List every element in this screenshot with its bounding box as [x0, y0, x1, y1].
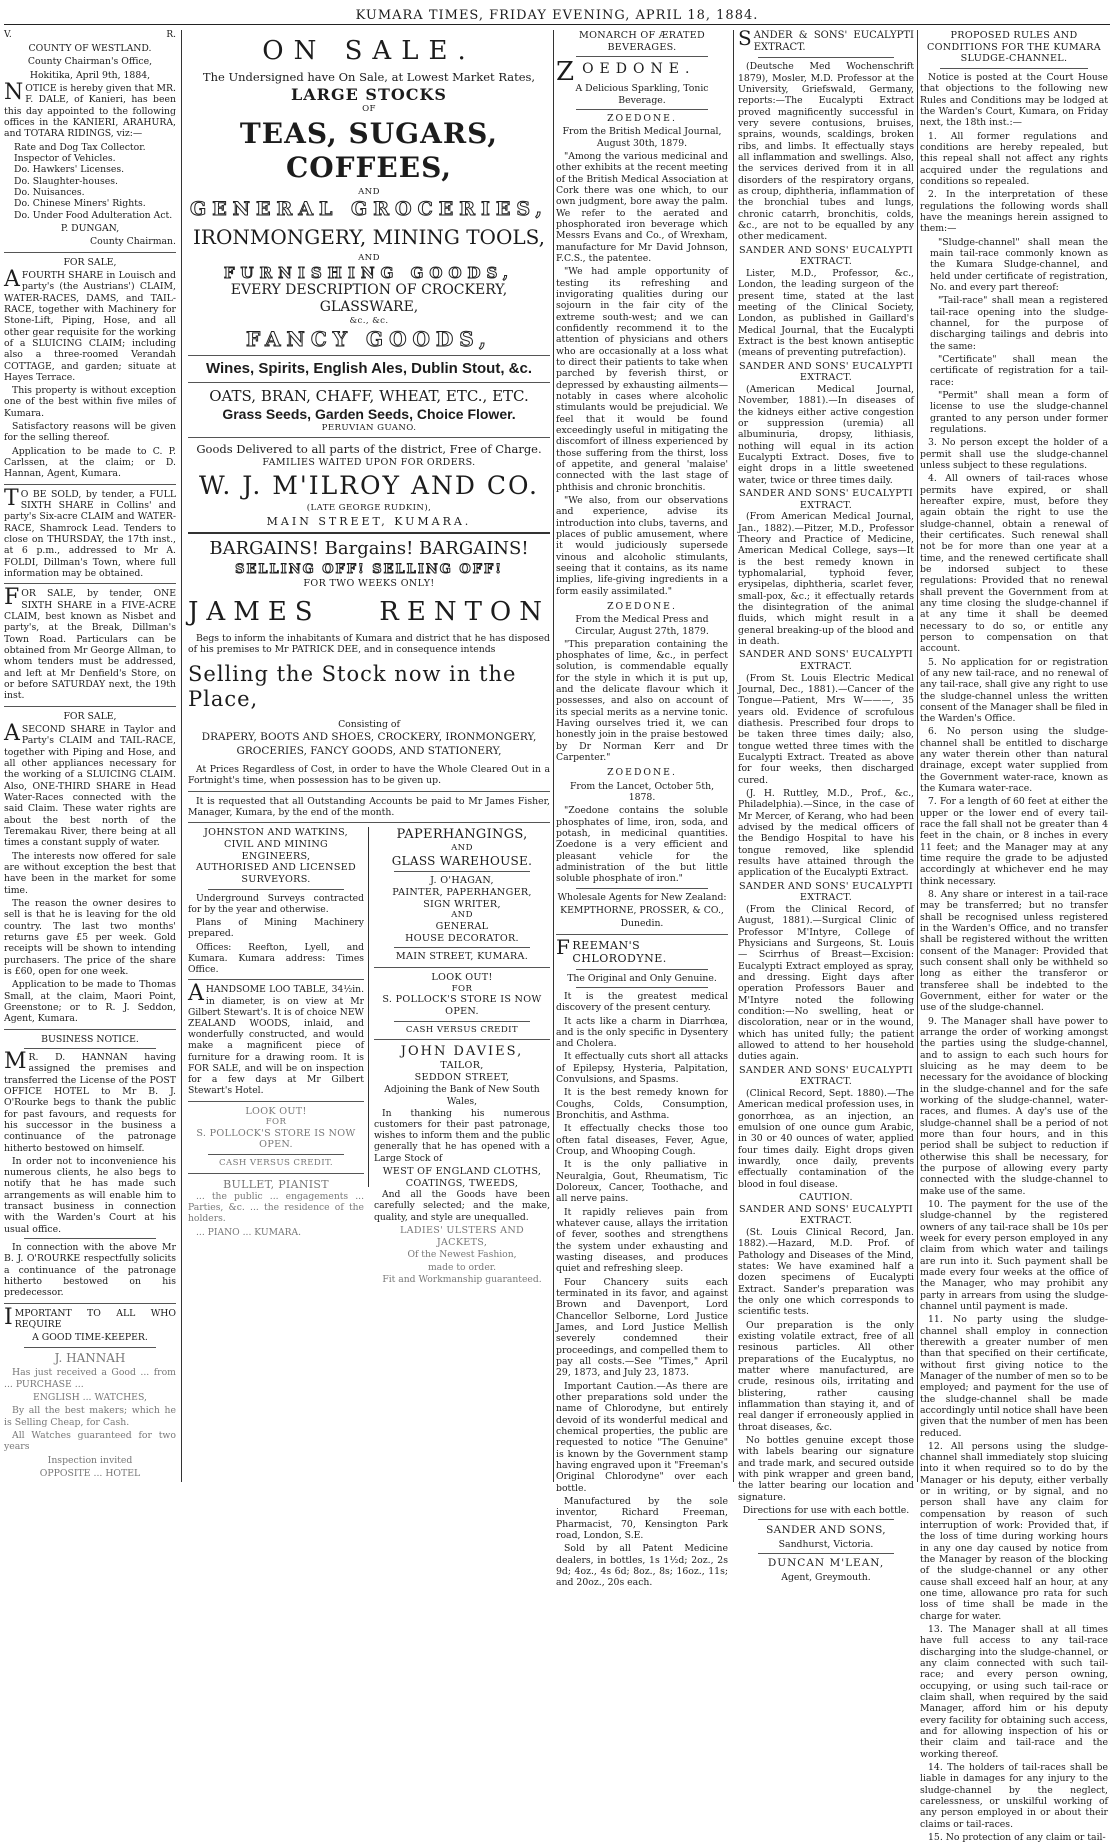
general-line: GENERAL [435, 920, 489, 932]
rule-item: 12. All persons using the sludge-channel shall immediately stop sluicing into it when required so to do by the Manager or his deputy, either verbally or in writing, or by signal, and no person shall have any claim for compensation by reason of such interruption of work: Provided that, if the loss of time during working hours in any one day caused by notice from the Manager by reason of the blocking of the sludge-channel or any other cause shall exceed half an hour, at any one time, allowance pro rata for such loss of time shall be made in the charge for water. [920, 1440, 1108, 1622]
divider [188, 1173, 364, 1174]
column-3 [556, 30, 728, 1589]
freeman-text: Sold by all Patent Medicine dealers, in bottles, 1s 1½d; 2oz., 2s 9d; 4oz., 4s 6d; 8oz., 8s; 16oz., 11s; and 20oz., 20s each. [556, 1543, 728, 1589]
british-source: From the British Medical Journal, August 30th, 1879. [562, 126, 722, 149]
county-heading: COUNTY OF WESTLAND. [28, 42, 152, 54]
column-divider [917, 30, 918, 1482]
vr-heading [4, 30, 176, 41]
freeman-text: Important Caution.—As there are other preparations sold under the name of Chlorodyne, but entirely devoid of its wonderful medical and chemical properties, the public are requested to notice "The Genuine" is known by the Government stamp having engraved upon it "Freeman's Original Chlorodyne" over each bottle. [556, 1380, 728, 1494]
sale-ad [4, 266, 176, 383]
watch-address: OPPOSITE ... HOTEL [39, 1468, 141, 1479]
column-divider [553, 30, 554, 1482]
large-stocks: LARGE STOCKS [291, 84, 447, 104]
divider [394, 1021, 530, 1022]
office-item: Inspector of Vehicles. [14, 152, 116, 164]
drop-cap: F [4, 585, 20, 611]
vr-left: V. [4, 30, 12, 40]
business-notice [4, 1048, 176, 1154]
sale-text: This property is without exception one of the best within five miles of Kumara. [4, 385, 176, 419]
sander-text: (Deutsche Med Wochenschrift 1879), Mosler, M.D. Professor at the University, Griefswald, Germany, reports:—The Eucalypti Extract proved magnificently successful in very severe contusions, bruises, sprains, wounds, scaldings, broken ribs, and limbs. It effectually stays all inflammation and swellings. Also, the services derived from it in all disorders of the respiratory organs, as croup, diphtheria, inflammation of the bronchial tubes and lungs, chronic catarrh, bronchitis, colds, &c., are not to be equalled by any other medicament. [738, 61, 914, 243]
freeman-text: It acts like a charm in Diarrhœa, and is the only specific in Dysentery and Cholera. [556, 1015, 728, 1050]
tender-ad [4, 485, 176, 580]
sander-subheading: SANDER AND SONS' EUCALYPTI EXTRACT. [739, 488, 913, 511]
crockery-line: EVERY DESCRIPTION OF CROCKERY, GLASSWARE, [230, 281, 508, 315]
column-divider [368, 827, 369, 1187]
divider [208, 889, 344, 890]
divider [24, 1347, 156, 1348]
offices-text: Offices: Reefton, Lyell, and Kumara. Kumara address: Times Office. [188, 941, 364, 976]
drop-cap: A [4, 266, 20, 292]
divider [24, 1048, 156, 1049]
business-text: R. D. HANNAN having assigned the premises and transferred the License of the POST OFFICE HOTEL to Mr B. J. O'Rourke begs to thank the public for past favours, and requests for his successor in the business a continuance of the patronage hitherto bestowed on himself. [4, 1051, 176, 1154]
drop-cap: T [4, 485, 19, 511]
freeman-text: It effectually cuts short all attacks of Epilepsy, Hysteria, Palpitation, Convulsions, and Spasms. [556, 1051, 728, 1086]
divider [4, 1303, 176, 1304]
stock-heading: Selling the Stock now in the Place, [188, 661, 517, 712]
watch-english: ENGLISH ... WATCHES, [33, 1392, 147, 1404]
zoedone-text: "This preparation containing the phosphates of lime, &c., in perfect solution, is commendable equally for the style in which it is put up, and the delicate flavour which it possesses, and also on account of its special merits as a nervine tonic. Having ourselves tried it, we can honestly join in the praise bestowed by Dr Norman Kerr and Dr Carpenter." [556, 638, 728, 764]
tender-text: OR SALE, by tender, ONE SIXTH SHARE in a FIVE-ACRE CLAIM, best known as Nisbet and party's, at the Break, Dillman's Town Road. Particulars can be obtained from Mr George Allman, to whom tenders must be addressed, and left at Mr Denfield's Store, on or before SATURDAY next, the 19th inst. [4, 588, 176, 702]
late-line: (LATE GEORGE RUDKIN), [306, 503, 432, 514]
main-street-2: MAIN STREET, KUMARA. [395, 951, 529, 963]
rule-item: 6. No person using the sludge-channel shall be entitled to discharge any water therein other than natural drainage, except water supplied from the Government water-race, known as the Kumara water-race. [920, 726, 1108, 795]
sander-text: (Clinical Record, Sept. 1880).—The American medical profession uses, in gonorrhœa, as an injection, an emulsion of one ounce gum Arabic, in 30 or 40 ounces of water, applied four times daily. Eight drops given inwardly, once daily, prevents effectually contamination of the blood in foul disease. [738, 1088, 914, 1190]
signer-title: County Chairman. [90, 236, 176, 248]
sander-text: No bottles genuine except those with labels bearing our signature and trade mark, and secured outside with pink wrapper and green band, the latter bearing our location and signature. [738, 1435, 914, 1503]
newest-line: Of the Newest Fashion, [407, 1249, 517, 1261]
divider [394, 871, 530, 872]
order-line: made to order. [427, 1261, 497, 1273]
sander-text: (American Medical Journal, November, 1881).—In diseases of the kidneys either active congestion or suppression (uremia) all albuminuria, dropsy, lithiasis, nothing will equal in its action Eucalypti Extract. Doses, five to eight drops in a little sweetened water, twice or three times daily. [738, 384, 914, 486]
divider [188, 979, 364, 980]
divider [188, 532, 550, 534]
sander-title: ANDER & SONS' EUCALYPTI EXTRACT. [753, 30, 914, 54]
watch-text: Has just received a Good ... from ... PURCHASE ... [4, 1367, 176, 1390]
adjoining-line: Adjoining the Bank of New South Wales, [384, 1084, 540, 1107]
families-line: FAMILIES WAITED UPON FOR ORDERS. [262, 457, 476, 469]
authorised-line: AUTHORISED AND LICENSED SURVEYORS. [195, 862, 357, 886]
divider [4, 484, 176, 485]
tender-ad [4, 585, 176, 702]
divider [4, 583, 176, 584]
watch-sub: A GOOD TIME-KEEPER. [32, 1332, 148, 1344]
divider [188, 791, 550, 792]
zoedone-sub: ZOEDONE. [607, 600, 677, 612]
column-5 [920, 30, 1108, 1843]
sale-text: The interests now offered for sale are without exception the best that have been in the market for some time. [4, 850, 176, 896]
divider [4, 1029, 176, 1030]
rule-item: 14. The holders of tail-races shall be liable in damages for any injury to the sludge-channel by the neglect, carelessness, or unskilful working of any person employed in or about their claims or tail-races. [920, 1762, 1108, 1830]
tailor-line: TAILOR, [440, 1059, 484, 1071]
sander-subheading: SANDER AND SONS' EUCALYPTI EXTRACT. [739, 880, 913, 904]
civil-line: CIVIL AND MINING ENGINEERS, [224, 838, 328, 862]
column-1 [4, 30, 176, 1480]
selling-off: SELLING OFF! SELLING OFF! [235, 562, 503, 577]
sander-text: Lister, M.D., Professor, &c., London, the leading surgeon of the present time, stated at the last meeting of the Clinical Society, London, as published in Gaillard's Medical Journal, that the Eucalypti Extract is the best known antiseptic (means of preventing putrefaction). [738, 268, 914, 359]
watch-ad [4, 1304, 176, 1331]
cash-credit: CASH VERSUS CREDIT. [219, 1158, 333, 1169]
freeman-text: It is the greatest medical discovery of the present century. [556, 990, 728, 1014]
guano-line: PERUVIAN GUANO. [321, 422, 417, 433]
sander-text: (J. H. Ruttley, M.D., Prof., &c., Philadelphia).—Since, in the case of Mr Mercer, of Kerang, who had been advised by the medical officers of the Bendigo Hospital to have his tongue removed, like splendid results have attained through the application of the Eucalypti Extract. [738, 788, 914, 879]
office-item: Do. Slaughter-houses. [14, 175, 119, 187]
office-item: Do. Under Food Adulteration Act. [14, 209, 173, 221]
rule-item: 11. No party using the sludge-channel shall employ in connection therewith a greater number of men than that specified on their certificate, without first giving notice to the Manager of the number of men so to be employed; and payment for the use of the sludge-channel shall be made accordingly until notice shall have been given that the number of men has been reduced. [920, 1314, 1108, 1439]
etc-label: &c., &c. [349, 316, 389, 327]
zoedone-text: "Zoedone contains the soluble phosphates of lime, iron, soda, and potash, in medicinal quantities. Zoedone is a very efficient and pleasant vehicle for the administration of the but little soluble phosphate of iron." [556, 805, 728, 885]
coatings-line: COATINGS, TWEEDS, [405, 1177, 519, 1189]
lookout-heading: LOOK OUT! [245, 1105, 307, 1117]
rule-item: 5. No application for or registration of any new tail-race, and no renewal of any tail-race, shall give any right to use the sludge-channel unless the written consent of the Manager shall be filed in the Warden's Office. [920, 656, 1108, 725]
business-heading: BUSINESS NOTICE. [41, 1033, 139, 1045]
renton-heading: JAMES RENTON [188, 597, 550, 628]
divider [188, 355, 550, 356]
loo-table-ad [188, 981, 364, 1097]
sale-text: FOURTH SHARE in Louisch and party's (the Austrians') CLAIM, WATER-RACES, DAMS, and TAIL-RACE, together with Machinery for Stone-Lift, Piping, Hose, and all other gear requisite for the working of a SLUICING CLAIM; including also a three-roomed Verandah COTTAGE, and garden; situate at Hayes Terrace. [4, 269, 176, 383]
watch-inspection: Inspection invited [47, 1454, 133, 1466]
wholesale-line: Wholesale Agents for New Zealand: [557, 891, 727, 903]
watch-text: By all the best makers; which he is Selling Cheap, for Cash. [4, 1405, 176, 1428]
sander-text: (From American Medical Journal, Jan., 1882).—Pitzer, M.D., Professor Theory and Practice of Medicine, American Medical College, says—It is the best remedy known in typhomalarial, typhoid fever, erysipelas, diphtheria, scarlet fever, small-pox, &c.; it effectually retards the disintegration of the animal fluids, which might result in a general breaking-up of the blood and in death. [738, 511, 914, 648]
rule-item: 2. In the interpretation of these regulations the following words shall have the meanings herein assigned to them:— [920, 189, 1108, 235]
divider [188, 437, 550, 438]
office-item: Do. Hawkers' Licenses. [14, 164, 125, 176]
of-label: OF [362, 104, 376, 115]
divider [4, 252, 176, 253]
thanking-text: In thanking his numerous customers for their past patronage, wishes to inform them and the public generally that he has opened with a Large Stock of [374, 1107, 550, 1164]
freeman-text: Four Chancery suits each terminated in its favor, and against Brown and Davenport, Lord Chancellor Selborne, Lord Justice James, and Lord Justice Mellish severely condemned their proceedings, and compelled them to pay all costs.—See "Times," April 29, 1873, and July 23, 1873. [556, 1276, 728, 1379]
plans-text: Plans of Mining Machinery prepared. [188, 917, 364, 940]
seddon-line: SEDDON STREET, [414, 1071, 510, 1083]
wines-line: Wines, Spirits, English Ales, Dublin Stout, &c. [205, 359, 532, 377]
duncan-name: DUNCAN M'LEAN, [767, 1557, 885, 1570]
sign-line: SIGN WRITER, [423, 898, 501, 910]
zoedone-sub: ZOEDONE. [607, 113, 677, 125]
sub-columns [188, 827, 550, 1285]
undersigned-line: The Undersigned have On Sale, at Lowest Market Rates, [202, 69, 536, 84]
cash-credit-2: CASH VERSUS CREDIT [405, 1024, 519, 1035]
main-street: MAIN STREET, KUMARA. [266, 514, 472, 528]
pollock-line-2: S. POLLOCK'S STORE IS NOW OPEN. [382, 994, 542, 1017]
masthead-rule [4, 24, 1110, 25]
divider [24, 1238, 156, 1239]
renton-text: Begs to inform the inhabitants of Kumara and district that he has disposed of his premises to Mr PATRICK DEE, and in consequence intends [188, 633, 550, 656]
directions-line: Directions for use with each bottle. [742, 1505, 910, 1517]
office-item: Do. Nuisances. [14, 186, 85, 198]
watchmaker-name: J. HANNAH [54, 1350, 126, 1365]
drop-cap: S [738, 26, 752, 50]
drop-cap: Z [556, 57, 581, 88]
divider [758, 57, 894, 58]
surveys-text: Underground Surveys contracted for by the year and otherwise. [188, 892, 364, 915]
kempthorne-line: KEMPTHORNE, PROSSER, & CO., [560, 905, 724, 917]
notice-text: OTICE is hereby given that MR. F. DALE, of Kanieri, has been this day appointed to the following offices in the KANIERI, ARAHURA, and TOTARA RIDINGS, viz:— [4, 82, 176, 140]
divider [576, 109, 708, 110]
davies-heading: JOHN DAVIES, [400, 1044, 524, 1060]
sale-text: Satisfactory reasons will be given for the selling thereof. [4, 421, 176, 444]
sandhurst-line: Sandhurst, Victoria. [778, 1539, 874, 1551]
freeman-text: Manufactured by the sole inventor, Richard Freeman, Pharmacist, 70, Kensington Park road, London, S.E. [556, 1495, 728, 1541]
delicious-line: A Delicious Sparkling, Tonic Beverage. [575, 83, 709, 106]
painter-line: PAINTER, PAPERHANGER, [392, 886, 532, 898]
and-label: AND [358, 187, 380, 198]
and-label: AND [358, 253, 380, 264]
drop-cap: I [4, 1304, 13, 1330]
column-divider [181, 30, 182, 1482]
divider [208, 1154, 344, 1155]
zoedone-text: "We also, from our observations and experience, advise its introduction into clubs, taverns, and places of public amusement, where it would judiciously supersede vinous and alcoholic stimulants, seeing that it contains, as its name implies, life-giving ingredients in a form easily assimilated." [556, 494, 728, 597]
sale-text: The reason the owner desires to sell is that he is leaving for the old country. The last two months' returns gave £5 per week. Gold receipts will be shown to intending purchasers. The price of the share is £60, open for one week. [4, 897, 176, 977]
rules-title: PROPOSED RULES AND CONDITIONS FOR THE KUMARA SLUDGE-CHANNEL. [926, 30, 1102, 65]
column-divider [733, 30, 734, 1482]
definition-item: "Permit" shall mean a form of license to use the sludge-channel granted to any person under former regulations. [930, 389, 1108, 435]
bullet-text: ... the public ... engagements ... Parties, &c. ... the residence of the holders. [188, 1190, 364, 1225]
house-line: HOUSE DECORATOR. [405, 932, 519, 944]
milroy-heading: W. J. M'ILROY AND CO. [199, 470, 539, 500]
sander-subheading: SANDER AND SONS' EUCALYPTI EXTRACT. [739, 1064, 913, 1088]
sander-sons: SANDER AND SONS, [766, 1524, 886, 1537]
sale-text: SECOND SHARE in Taylor and Party's CLAIM and TAIL-RACE, together with Piping and Hose, and all other appliances necessary for the working of a SLUICING CLAIM. Also, ONE-THIRD SHARE in Head Water-Races connected with the said Claim. These water rights are about the best north of the Teremakau River, there being at all times a constant supply of water. [4, 724, 176, 849]
oats-line: OATS, BRAN, CHAFF, WHEAT, ETC., ETC. [209, 387, 529, 406]
ohagan-name: J. O'HAGAN, [430, 875, 494, 887]
drop-cap: M [4, 1048, 27, 1074]
sander-heading [738, 26, 914, 54]
sale-heading: FOR SALE, [63, 256, 117, 268]
divider [188, 822, 550, 823]
column-4 [738, 26, 914, 1584]
rule-item: 4. All owners of tail-races whose permits have expired, or shall hereafter expire, must, before they again obtain the right to use the sludge-channel, obtain a renewal of their certificates. Such renewal shall not be for more than one year at a time, and the renewed certificate shall be indorsed subject to these regulations: Provided that no renewal shall prevent the Government from at any time closing the sludge-channel if at any time it shall be deemed necessary to do so, or entitle any person to compensation on that account. [920, 473, 1108, 655]
sander-text: (From the Clinical Record, of August, 1881).—Surgical Clinic of Professor M'Intyre, College of Physicians and Surgeons, St. Louis — Scirrhus of Breast—Excision: Eucalypti Extract employed as spray, and dressing. Eight days after operation Professors Bauer and M'Intyre noted the following condition:—No swelling, heat or discoloration, near or in the wound, which has united fully; the patient allowed to attend to her household duties again. [738, 904, 914, 1063]
zoedone-title: OEDONE. [582, 61, 696, 78]
original-line: The Original and Only Genuine. [567, 972, 717, 984]
freeman-heading [556, 934, 728, 966]
sale-heading: FOR SALE, [63, 710, 117, 722]
chair-date: Hokitika, April 9th, 1884, [29, 69, 151, 81]
vr-right: R. [166, 30, 176, 40]
rule-item: 10. The payment for the use of the sludge-channel by the registered owners of any tail-race shall be 10s per week for every person employed in any claim from which water and tailings are run into it. Such payment shall be made every four weeks at the office of the Manager, who may prohibit any party in arrears from using the sludge-channel until payment is made. [920, 1198, 1108, 1312]
fancy-goods-heading: FANCY GOODS, [246, 326, 492, 351]
teas-heading: TEAS, SUGARS, COFFEES, [239, 116, 499, 184]
divider [576, 56, 708, 57]
west-line: WEST OF ENGLAND CLOTHS, [382, 1165, 542, 1177]
divider [940, 68, 1088, 69]
grass-line: Grass Seeds, Garden Seeds, Choice Flower. [222, 405, 516, 422]
and-label: AND [451, 843, 473, 854]
signer: P. DUNGAN, [60, 222, 120, 234]
drop-cap: A [188, 981, 204, 1007]
paperhangings-heading: PAPERHANGINGS, [396, 827, 528, 843]
divider [188, 382, 550, 383]
freeman-text: It rapidly relieves pain from whatever cause, allays the irritation of fever, soothes and strengthens the system under exhausting and wasting diseases, and produces quiet and refreshing sleep. [556, 1206, 728, 1275]
sander-text: Our preparation is the only existing volatile extract, free of all resinous particles. All other preparations of the Eucalyptus, no matter where manufactured, are crude, resinous oils, irritating and blistering, rather causing inflammation than staying it, and of real danger if erroneously applied in throat diseases, &c. [738, 1319, 914, 1433]
sander-subheading: SANDER AND SONS' EUCALYPTI EXTRACT. [739, 244, 913, 268]
business-text: In order not to inconvenience his numerous clients, he also begs to notify that he has made such arrangements as will enable him to transact business in connection with the Warden's Court at his usual office. [4, 1155, 176, 1235]
agent-line: Agent, Greymouth. [781, 1572, 871, 1584]
drapery-line: DRAPERY, BOOTS AND SHOES, CROCKERY, IRONMONGERY, [201, 731, 537, 744]
selected-text: And all the Goods have been carefully selected; and the make, quality, and style are unequalled. [374, 1189, 550, 1223]
ladies-line: LADIES' ULSTERS AND JACKETS, [399, 1224, 525, 1248]
zoedone-sub: ZOEDONE. [607, 767, 677, 779]
chair-office: County Chairman's Office, [27, 56, 153, 68]
bullet-text: ... PIANO ... KUMARA. [196, 1226, 302, 1238]
masthead: KUMARA TIMES, FRIDAY EVENING, APRIL 18, 1884. [355, 8, 759, 23]
definition-item: "Sludge-channel" shall mean the main tail-race commonly known as the Kumara Sludge-channel, and held under certificate of registration, No. and every part thereof: [930, 236, 1108, 294]
zoedone-text: "We had ample opportunity of testing its refreshing and invigorating qualities during our sojourn in the fair city of the extreme south-west; and we can confidently recommend it to the attention of physicians and others who are occasionally at a loss what to direct their patients to take when parched by feverish thirst, or depressed by exhausting ailments—notably in cases where alcoholic stimulants would be prejudicial. We feel that it would be found exceedingly useful in mitigating the discomfort of illness experienced by those suffering from the thirst, loss of appetite, and general 'malaise' connected with the last stage of phthisis and chronic bronchitis. [556, 266, 728, 493]
for-label: FOR [265, 1117, 287, 1128]
definition-item: "Tail-race" shall mean a registered tail-race opening into the sludge-channel, for the purpose of discharging tailings and debris into the same: [930, 295, 1108, 352]
divider [576, 969, 708, 970]
and-label: AND [451, 910, 473, 921]
accounts-text: It is requested that all Outstanding Accounts be paid to Mr James Fisher, Manager, Kumara, by the end of the month. [188, 795, 550, 818]
sander-subheading: SANDER AND SONS' EUCALYPTI EXTRACT. [739, 1203, 913, 1227]
rule-item: 13. The Manager shall at all times have full access to any tail-race discharging into the sludge-channel, or any claim connected with such tail-race; and every person owning, occupying, or using such tail-race or claim shall, when required by the said Manager, afford him or his deputy every facility for obtaining such access, and for allowing inspection of his or their claim and tail-race and the working thereof. [920, 1624, 1108, 1760]
sander-subheading: SANDER AND SONS' EUCALYPTI EXTRACT. [739, 649, 913, 673]
divider [394, 947, 530, 948]
rules-intro: Notice is posted at the Court House that objections to the following new Rules and Conditions may be lodged at the Warden's Court, Kumara, on Friday next, the 18th inst.:— [920, 72, 1108, 129]
watch-text: All Watches guaranteed for two years [4, 1430, 176, 1453]
freeman-text: It is the only palliative in Neuralgia, Gout, Rheumatism, Tic Doloreux, Cancer, Toothache, and all nerve pains. [556, 1159, 728, 1205]
groceries-heading: GENERAL GROCERIES, [189, 197, 549, 220]
ironmongery-heading: IRONMONGERY, MINING TOOLS, [193, 224, 545, 249]
lookout-heading-2: LOOK OUT! [431, 971, 493, 983]
monarch-heading: MONARCH OF ÆRATED BEVERAGES. [579, 30, 705, 53]
offices-list [4, 142, 176, 221]
divider [4, 706, 176, 707]
divider [758, 1519, 894, 1520]
divider [576, 888, 708, 889]
divider [758, 1553, 894, 1554]
divider [576, 987, 708, 988]
divider [556, 934, 728, 935]
rule-item: 1. All former regulations and conditions are hereby repealed, but this repeal shall not affect any rights acquired under the regulations and conditions so repealed. [920, 130, 1108, 188]
rule-item: 8. Any share or interest in a tail-race may be transferred; but no transfer shall be recognised unless registered in the Warden's Office, and no transfer shall be registered without the written consent of the Manager: Provided that such consent shall only be withheld so long as either the transferor or transferee shall be indebted to the Government, either for water or the use of the sludge-channel. [920, 889, 1108, 1014]
delivered-line: Goods Delivered to all parts of the district, Free of Charge. [196, 442, 542, 457]
sub-column-left [188, 827, 364, 1240]
zoedone-heading [556, 57, 728, 88]
definition-item: "Certificate" shall mean the certificate of registration for a tail-race: [930, 353, 1108, 388]
workmanship-line: Fit and Workmanship guaranteed. [382, 1273, 542, 1285]
groceries-line: GROCERIES, FANCY GOODS, AND STATIONERY, [236, 745, 502, 758]
for-label: FOR [451, 983, 473, 994]
rule-item: 15. No protection of any claim or tail- [928, 1831, 1106, 1843]
divider [374, 1039, 550, 1040]
sale-ad [4, 721, 176, 849]
pollock-line: S. POLLOCK'S STORE IS NOW OPEN. [196, 1127, 356, 1151]
lancet-source: From the Lancet, October 5th, 1878. [569, 780, 715, 804]
caution-heading: CAUTION. [799, 1192, 853, 1204]
office-item: Do. Chinese Miners' Rights. [14, 198, 146, 210]
sander-text: (St. Louis Clinical Record, Jan. 1882).—Hazard, M.D. Prof. of Pathology and Diseases of the Mind, states: We have examined half a dozen specimens of Eucalypti Extract. Sander's preparation was the only one which corresponds to scientific tests. [738, 1227, 914, 1318]
two-weeks: FOR TWO WEEKS ONLY! [303, 577, 435, 589]
dale-notice [4, 79, 176, 140]
sub-column-right [374, 827, 550, 1286]
loo-table-text: HANDSOME LOO TABLE, 34½in. in diameter, is on view at Mr Gilbert Stewart's. It is of choice NEW ZEALAND WOODS, inlaid, and wonderfully constructed, and would make a magnificent piece of furniture for a drawing room. It is FOR SALE, and will be on inspection for a few days at Mr Gilbert Stewart's Hotel. [188, 984, 364, 1097]
sander-subheading: SANDER AND SONS' EUCALYPTI EXTRACT. [739, 360, 913, 384]
bullet-heading: BULLET, PIANIST [223, 1177, 329, 1191]
sander-text: (From St. Louis Electric Medical Journal, Dec., 1881).—Cancer of the Tongue—Patient, Mrs W———, 35 years old. Evidence of scrofulous diathesis. Prescribed four drops to be taken three times daily; also, tongue wetted three times with the Eucalypti Extract. Treated as above for four weeks, then discharged cured. [738, 672, 914, 786]
divider [374, 967, 550, 968]
freeman-title: REEMAN'S CHLORODYNE. [572, 938, 667, 966]
rule-item: 3. No person except the holder of a permit shall use the sludge-channel unless subject to these regulations. [920, 437, 1108, 471]
bargains-heading: BARGAINS! Bargains! BARGAINS! [209, 538, 529, 560]
freeman-text: It is the best remedy known for Coughs, Colds, Consumption, Bronchitis, and Asthma. [556, 1087, 728, 1122]
dunedin-line: Dunedin. [620, 918, 664, 930]
rule-item: 9. The Manager shall have power to arrange the order of working amongst the parties using the sludge-channel, and to assign to each such hours for sluicing as he may deem to be necessary for the avoidance of blocking in the sludge-channel and for the safe working of the sludge-channel, water-races, and flumes. A day's use of the sludge-channel shall be a period of not more than four hours, and in this period shall be subject to reduction if otherwise this shall be necessary, for the purpose of allowing every party connected with the sludge-channel to make use of the same. [920, 1015, 1108, 1197]
press-source: From the Medical Press and Circular, August 27th, 1879. [575, 614, 709, 637]
drop-cap: A [4, 721, 20, 747]
furnishing-heading: FURNISHING GOODS, [223, 263, 515, 282]
freeman-text: It effectually checks those too often fatal diseases, Fever, Ague, Croup, and Whooping Cough. [556, 1123, 728, 1158]
rule-item: 7. For a length of 60 feet at either the upper or the lower end of every tail-race the fall shall not be greater than 4 feet in the chain, or 8 inches in every 11 feet; and the Manager may at any time require the grade to be adjusted accordingly at whichever end he may think necessary. [920, 796, 1108, 887]
business-text: In connection with the above Mr B. J. O'ROURKE respectfully solicits a continuance of the patronage hitherto bestowed on his predecessor. [4, 1242, 176, 1299]
drop-cap: F [556, 934, 571, 959]
watch-headline: MPORTANT TO ALL WHO REQUIRE [14, 1307, 176, 1331]
tender-text: O BE SOLD, by tender, a FULL SIXTH SHARE in Collins' and party's Six-acre CLAIM and WATER-RACE, Shamrock Lead. Tenders to close on THURSDAY, the 17th inst., at 6 p.m., addressed to Mr A. FOLDI, Dillman's Town, where full information may be obtained. [4, 488, 176, 580]
divider [188, 1101, 364, 1102]
consisting: Consisting of [338, 719, 400, 731]
sale-text: Application to be made to C. P. Carlssen, at the claim; or D. Hannan, Agent, Kumara. [4, 445, 176, 480]
drop-cap: N [4, 79, 24, 105]
on-sale-heading: ON SALE. [262, 36, 476, 66]
prices-text: At Prices Regardless of Cost, in order to have the Whole Cleared Out in a Fortnight's time, when possession has to be given up. [188, 763, 550, 787]
glass-warehouse: GLASS WAREHOUSE. [391, 853, 533, 868]
zoedone-text: "Among the various medicinal and other exhibits at the recent meeting of the British Medical Association at Cork there was one which, to our own judgment, bore away the palm. We refer to the aerated and phosphorated iron beverage which Messrs Evans and Co., of Wrexham, manufacture for Mr David Johnson, F.C.S., the patentee. [556, 151, 728, 264]
office-item: Rate and Dog Tax Collector. [14, 141, 146, 153]
column-2 [188, 30, 550, 1480]
johnston-heading: JOHNSTON AND WATKINS, [204, 827, 348, 839]
sale-text: Application to be made to Thomas Small, at the claim, Maori Point, Greenstone; or to R. J. Seddon, Agent, Kumara. [4, 979, 176, 1025]
